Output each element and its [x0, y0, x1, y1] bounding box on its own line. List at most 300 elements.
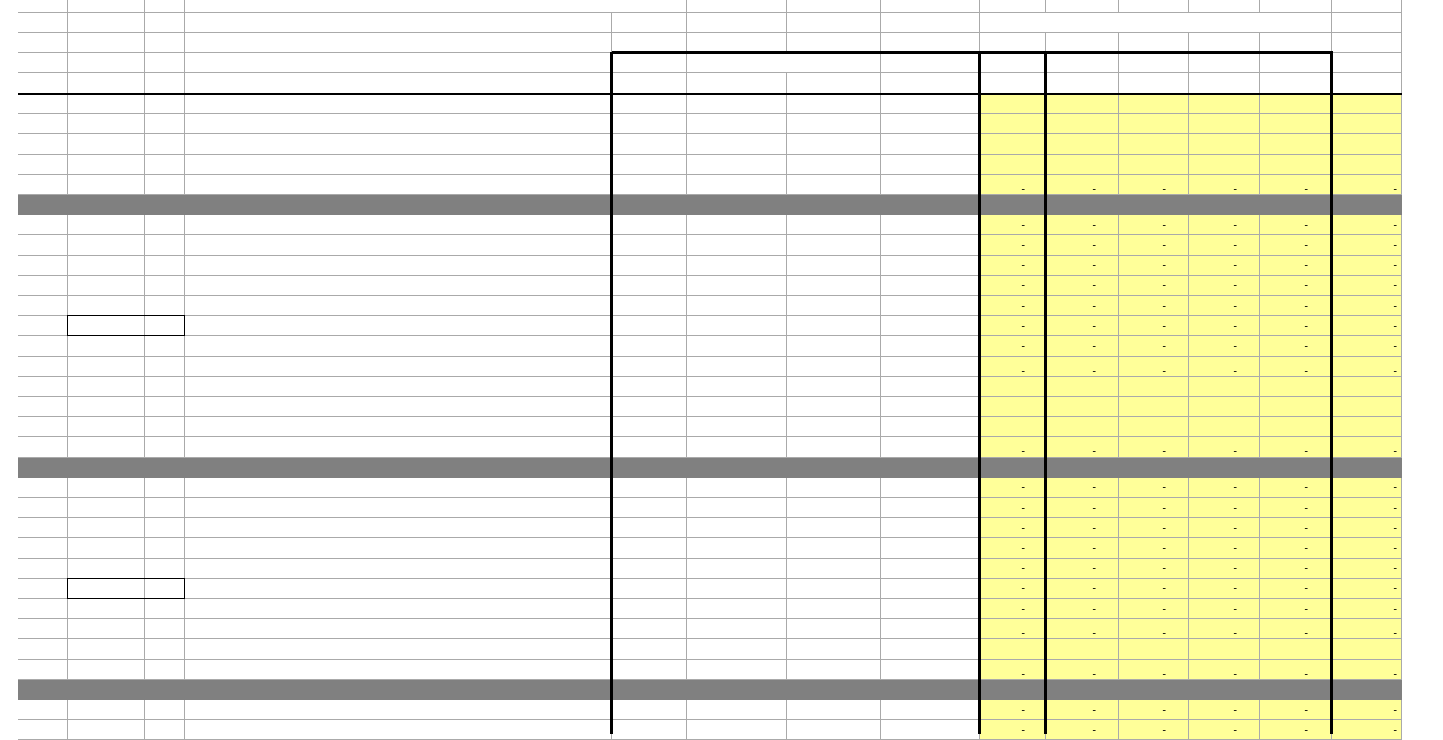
- cell[interactable]: [1046, 296, 1119, 316]
- cell[interactable]: [185, 276, 612, 296]
- cell[interactable]: [1046, 720, 1119, 740]
- cell[interactable]: [881, 13, 980, 33]
- cell[interactable]: [145, 175, 185, 195]
- cell[interactable]: [612, 599, 687, 619]
- cell[interactable]: [1260, 94, 1332, 114]
- cell[interactable]: [612, 155, 687, 175]
- cell[interactable]: [881, 296, 980, 316]
- cell[interactable]: [1189, 579, 1260, 599]
- cell[interactable]: [881, 215, 980, 235]
- cell[interactable]: [787, 73, 881, 94]
- cell[interactable]: [185, 155, 612, 175]
- cell[interactable]: [980, 296, 1046, 316]
- cell[interactable]: [980, 94, 1046, 114]
- cell[interactable]: [881, 357, 980, 377]
- cell[interactable]: [185, 256, 612, 276]
- cell[interactable]: [68, 73, 145, 94]
- cell[interactable]: [68, 134, 145, 154]
- cell[interactable]: [687, 538, 787, 558]
- cell[interactable]: [185, 357, 612, 377]
- cell[interactable]: [1119, 73, 1189, 94]
- cell[interactable]: [612, 73, 687, 94]
- cell[interactable]: [18, 720, 68, 740]
- cell[interactable]: [1260, 215, 1332, 235]
- cell[interactable]: [1189, 498, 1260, 518]
- cell[interactable]: [145, 33, 185, 53]
- cell[interactable]: [18, 33, 68, 53]
- cell[interactable]: [18, 498, 68, 518]
- cell[interactable]: [687, 619, 787, 639]
- cell[interactable]: [612, 13, 687, 33]
- cell[interactable]: [980, 437, 1046, 457]
- cell[interactable]: [185, 175, 612, 195]
- cell[interactable]: [1189, 33, 1260, 53]
- cell[interactable]: [1119, 720, 1189, 740]
- cell[interactable]: [1332, 680, 1402, 700]
- cell[interactable]: [1189, 175, 1260, 195]
- cell[interactable]: [1189, 720, 1260, 740]
- cell[interactable]: [1046, 215, 1119, 235]
- cell[interactable]: [1332, 498, 1402, 518]
- cell[interactable]: [1189, 458, 1260, 478]
- cell[interactable]: [145, 639, 185, 659]
- cell[interactable]: [1119, 639, 1189, 659]
- cell[interactable]: [1260, 316, 1332, 336]
- cell[interactable]: [787, 619, 881, 639]
- cell[interactable]: [612, 377, 687, 397]
- cell[interactable]: [1260, 195, 1332, 215]
- cell[interactable]: [185, 377, 612, 397]
- cell[interactable]: [881, 417, 980, 437]
- cell[interactable]: [1119, 0, 1189, 13]
- cell[interactable]: [980, 276, 1046, 296]
- cell[interactable]: [1260, 700, 1332, 720]
- cell[interactable]: [145, 215, 185, 235]
- cell[interactable]: [1046, 377, 1119, 397]
- cell[interactable]: [1260, 336, 1332, 356]
- cell[interactable]: [1189, 639, 1260, 659]
- cell[interactable]: [881, 538, 980, 558]
- cell[interactable]: [1046, 134, 1119, 154]
- cell[interactable]: [1260, 660, 1332, 680]
- cell[interactable]: [185, 599, 612, 619]
- cell[interactable]: [1189, 114, 1260, 134]
- cell[interactable]: [1189, 94, 1260, 114]
- cell[interactable]: [1046, 0, 1119, 13]
- cell[interactable]: [1189, 336, 1260, 356]
- cell[interactable]: [145, 94, 185, 114]
- cell[interactable]: [881, 680, 980, 700]
- cell[interactable]: [1119, 195, 1189, 215]
- cell[interactable]: [687, 720, 787, 740]
- cell[interactable]: [1046, 518, 1119, 538]
- cell[interactable]: [1046, 619, 1119, 639]
- cell[interactable]: [881, 155, 980, 175]
- cell[interactable]: [1332, 660, 1402, 680]
- cell[interactable]: [1332, 33, 1402, 53]
- cell[interactable]: [1260, 296, 1332, 316]
- cell[interactable]: [1119, 417, 1189, 437]
- cell[interactable]: [612, 720, 687, 740]
- cell[interactable]: [1189, 660, 1260, 680]
- cell[interactable]: [1332, 538, 1402, 558]
- cell[interactable]: [687, 498, 787, 518]
- cell[interactable]: [1046, 437, 1119, 457]
- cell[interactable]: [687, 276, 787, 296]
- cell[interactable]: [1189, 700, 1260, 720]
- cell[interactable]: [980, 33, 1046, 53]
- cell[interactable]: [1046, 478, 1119, 498]
- cell[interactable]: [980, 538, 1046, 558]
- cell[interactable]: [687, 639, 787, 659]
- cell[interactable]: [1046, 276, 1119, 296]
- cell[interactable]: [185, 53, 612, 73]
- cell[interactable]: [787, 720, 881, 740]
- cell[interactable]: [1189, 357, 1260, 377]
- cell[interactable]: [612, 276, 687, 296]
- cell[interactable]: [145, 498, 185, 518]
- cell[interactable]: [612, 660, 687, 680]
- cell[interactable]: [185, 296, 612, 316]
- cell[interactable]: [1046, 458, 1119, 478]
- cell[interactable]: [1119, 660, 1189, 680]
- cell[interactable]: [1189, 437, 1260, 457]
- cell[interactable]: [1260, 720, 1332, 740]
- cell[interactable]: [1119, 256, 1189, 276]
- cell[interactable]: [1332, 13, 1402, 33]
- cell[interactable]: [1260, 498, 1332, 518]
- cell[interactable]: [1332, 336, 1402, 356]
- cell[interactable]: [1119, 377, 1189, 397]
- cell[interactable]: [1119, 53, 1189, 73]
- cell[interactable]: [980, 579, 1046, 599]
- cell[interactable]: [787, 700, 881, 720]
- cell[interactable]: [185, 538, 612, 558]
- cell[interactable]: [185, 73, 612, 94]
- cell[interactable]: [612, 680, 687, 700]
- cell[interactable]: [881, 175, 980, 195]
- cell[interactable]: [145, 296, 185, 316]
- cell[interactable]: [1260, 134, 1332, 154]
- cell[interactable]: [1119, 397, 1189, 417]
- cell[interactable]: [612, 235, 687, 255]
- cell[interactable]: [687, 437, 787, 457]
- cell[interactable]: [1189, 538, 1260, 558]
- cell[interactable]: [1332, 296, 1402, 316]
- cell[interactable]: [18, 276, 68, 296]
- cell[interactable]: [68, 680, 145, 700]
- cell[interactable]: [1189, 518, 1260, 538]
- cell[interactable]: [145, 680, 185, 700]
- cell[interactable]: [18, 134, 68, 154]
- cell[interactable]: [687, 478, 787, 498]
- cell[interactable]: [687, 559, 787, 579]
- cell[interactable]: [18, 639, 68, 659]
- cell[interactable]: [787, 235, 881, 255]
- cell[interactable]: [787, 518, 881, 538]
- cell[interactable]: [1260, 478, 1332, 498]
- cell[interactable]: [1119, 619, 1189, 639]
- cell[interactable]: [1119, 579, 1189, 599]
- cell[interactable]: [18, 155, 68, 175]
- cell[interactable]: [185, 700, 612, 720]
- cell[interactable]: [1119, 175, 1189, 195]
- cell[interactable]: [1260, 0, 1332, 13]
- cell[interactable]: [1332, 276, 1402, 296]
- cell[interactable]: [185, 478, 612, 498]
- cell[interactable]: [787, 13, 881, 33]
- cell[interactable]: [881, 316, 980, 336]
- cell[interactable]: [1046, 498, 1119, 518]
- cell[interactable]: [1046, 700, 1119, 720]
- cell[interactable]: [980, 215, 1046, 235]
- cell[interactable]: [185, 397, 612, 417]
- cell[interactable]: [1119, 94, 1189, 114]
- cell[interactable]: [1189, 53, 1260, 73]
- cell[interactable]: [980, 639, 1046, 659]
- cell[interactable]: [881, 518, 980, 538]
- cell[interactable]: [881, 660, 980, 680]
- cell[interactable]: [145, 660, 185, 680]
- cell[interactable]: [1260, 579, 1332, 599]
- cell[interactable]: [980, 0, 1046, 13]
- cell[interactable]: [980, 680, 1046, 700]
- cell[interactable]: [68, 215, 145, 235]
- cell[interactable]: [18, 599, 68, 619]
- cell[interactable]: [1332, 458, 1402, 478]
- cell[interactable]: [687, 417, 787, 437]
- cell[interactable]: [1332, 437, 1402, 457]
- cell[interactable]: [145, 336, 185, 356]
- cell[interactable]: [68, 700, 145, 720]
- cell[interactable]: [1119, 478, 1189, 498]
- cell[interactable]: [18, 336, 68, 356]
- cell[interactable]: [612, 458, 687, 478]
- cell[interactable]: [980, 155, 1046, 175]
- cell[interactable]: [881, 579, 980, 599]
- cell[interactable]: [787, 134, 881, 154]
- cell[interactable]: [1332, 417, 1402, 437]
- cell[interactable]: [145, 437, 185, 457]
- cell[interactable]: [1046, 33, 1119, 53]
- cell[interactable]: [1332, 134, 1402, 154]
- cell[interactable]: [612, 33, 687, 53]
- cell[interactable]: [145, 155, 185, 175]
- cell[interactable]: [1189, 559, 1260, 579]
- cell[interactable]: [1260, 276, 1332, 296]
- cell[interactable]: [881, 397, 980, 417]
- cell[interactable]: [687, 397, 787, 417]
- cell[interactable]: [881, 134, 980, 154]
- cell[interactable]: [68, 175, 145, 195]
- cell[interactable]: [1189, 215, 1260, 235]
- cell[interactable]: [1046, 94, 1119, 114]
- cell[interactable]: [185, 235, 612, 255]
- cell[interactable]: [185, 518, 612, 538]
- cell[interactable]: [980, 619, 1046, 639]
- cell[interactable]: [687, 296, 787, 316]
- cell[interactable]: [18, 73, 68, 94]
- cell[interactable]: [18, 437, 68, 457]
- cell[interactable]: [1332, 316, 1402, 336]
- cell[interactable]: [687, 94, 787, 114]
- cell[interactable]: [1119, 498, 1189, 518]
- cell[interactable]: [68, 478, 145, 498]
- cell[interactable]: [1189, 134, 1260, 154]
- cell[interactable]: [1332, 94, 1402, 114]
- cell[interactable]: [1046, 660, 1119, 680]
- cell[interactable]: [980, 195, 1046, 215]
- cell[interactable]: [145, 619, 185, 639]
- cell[interactable]: [1332, 235, 1402, 255]
- cell[interactable]: [1119, 296, 1189, 316]
- cell[interactable]: [1189, 397, 1260, 417]
- cell[interactable]: [18, 538, 68, 558]
- cell[interactable]: [145, 195, 185, 215]
- cell[interactable]: [1332, 73, 1402, 94]
- cell[interactable]: [1046, 175, 1119, 195]
- cell[interactable]: [68, 235, 145, 255]
- cell[interactable]: [1260, 397, 1332, 417]
- cell[interactable]: [881, 720, 980, 740]
- cell[interactable]: [881, 114, 980, 134]
- cell[interactable]: [185, 195, 612, 215]
- cell[interactable]: [1119, 518, 1189, 538]
- cell[interactable]: [980, 559, 1046, 579]
- cell[interactable]: [1119, 599, 1189, 619]
- cell[interactable]: [687, 357, 787, 377]
- cell[interactable]: [185, 94, 612, 114]
- cell[interactable]: [687, 33, 787, 53]
- cell[interactable]: [1119, 235, 1189, 255]
- cell[interactable]: [980, 720, 1046, 740]
- cell[interactable]: [787, 114, 881, 134]
- cell[interactable]: [1046, 316, 1119, 336]
- cell[interactable]: [1119, 215, 1189, 235]
- cell[interactable]: [1046, 195, 1119, 215]
- cell[interactable]: [980, 235, 1046, 255]
- cell[interactable]: [980, 53, 1046, 73]
- cell[interactable]: [1260, 13, 1332, 33]
- cell[interactable]: [787, 417, 881, 437]
- cell[interactable]: [1260, 518, 1332, 538]
- cell[interactable]: [145, 0, 185, 13]
- cell[interactable]: [1046, 397, 1119, 417]
- cell[interactable]: [1332, 357, 1402, 377]
- cell[interactable]: [1332, 155, 1402, 175]
- cell[interactable]: [787, 599, 881, 619]
- cell[interactable]: [1046, 336, 1119, 356]
- cell[interactable]: [1119, 700, 1189, 720]
- cell[interactable]: [787, 0, 881, 13]
- cell[interactable]: [185, 437, 612, 457]
- cell[interactable]: [687, 377, 787, 397]
- cell[interactable]: [1260, 538, 1332, 558]
- cell[interactable]: [1119, 276, 1189, 296]
- cell[interactable]: [1260, 155, 1332, 175]
- cell[interactable]: [980, 134, 1046, 154]
- cell[interactable]: [18, 175, 68, 195]
- cell[interactable]: [1046, 256, 1119, 276]
- cell[interactable]: [145, 538, 185, 558]
- cell[interactable]: [787, 336, 881, 356]
- cell[interactable]: [881, 559, 980, 579]
- cell[interactable]: [145, 357, 185, 377]
- cell[interactable]: [68, 155, 145, 175]
- cell[interactable]: [787, 33, 881, 53]
- cell[interactable]: [980, 357, 1046, 377]
- cell[interactable]: [18, 357, 68, 377]
- cell[interactable]: [145, 518, 185, 538]
- cell[interactable]: [1119, 680, 1189, 700]
- cell[interactable]: [687, 700, 787, 720]
- cell[interactable]: [980, 175, 1046, 195]
- cell[interactable]: [1119, 458, 1189, 478]
- cell[interactable]: [1332, 720, 1402, 740]
- cell[interactable]: [1332, 377, 1402, 397]
- cell[interactable]: [787, 559, 881, 579]
- cell[interactable]: [687, 336, 787, 356]
- cell[interactable]: [68, 599, 145, 619]
- cell[interactable]: [1189, 155, 1260, 175]
- cell[interactable]: [612, 437, 687, 457]
- cell[interactable]: [185, 660, 612, 680]
- cell[interactable]: [145, 397, 185, 417]
- cell[interactable]: [145, 417, 185, 437]
- cell[interactable]: [68, 458, 145, 478]
- cell[interactable]: [687, 518, 787, 538]
- cell[interactable]: [1119, 336, 1189, 356]
- cell[interactable]: [145, 134, 185, 154]
- cell[interactable]: [881, 458, 980, 478]
- cell[interactable]: [185, 316, 612, 336]
- cell[interactable]: [145, 478, 185, 498]
- cell[interactable]: [787, 377, 881, 397]
- cell[interactable]: [881, 700, 980, 720]
- cell[interactable]: [1260, 458, 1332, 478]
- cell[interactable]: [68, 498, 145, 518]
- cell[interactable]: [1119, 538, 1189, 558]
- cell[interactable]: [612, 256, 687, 276]
- cell[interactable]: [185, 215, 612, 235]
- cell[interactable]: [787, 579, 881, 599]
- cell[interactable]: [1260, 114, 1332, 134]
- cell[interactable]: [787, 458, 881, 478]
- cell[interactable]: [1189, 377, 1260, 397]
- cell[interactable]: [687, 660, 787, 680]
- cell[interactable]: [68, 397, 145, 417]
- cell[interactable]: [68, 619, 145, 639]
- cell[interactable]: [612, 215, 687, 235]
- cell[interactable]: [68, 538, 145, 558]
- cell[interactable]: [881, 53, 980, 73]
- cell[interactable]: [1332, 0, 1402, 13]
- cell[interactable]: [145, 458, 185, 478]
- cell[interactable]: [18, 195, 68, 215]
- cell[interactable]: [18, 680, 68, 700]
- cell[interactable]: [787, 639, 881, 659]
- cell[interactable]: [18, 94, 68, 114]
- cell[interactable]: [787, 680, 881, 700]
- cell[interactable]: [145, 13, 185, 33]
- cell[interactable]: [1046, 357, 1119, 377]
- cell[interactable]: [185, 13, 612, 33]
- cell[interactable]: [980, 336, 1046, 356]
- cell[interactable]: [18, 256, 68, 276]
- cell[interactable]: [18, 619, 68, 639]
- cell[interactable]: [18, 579, 68, 599]
- cell[interactable]: [145, 559, 185, 579]
